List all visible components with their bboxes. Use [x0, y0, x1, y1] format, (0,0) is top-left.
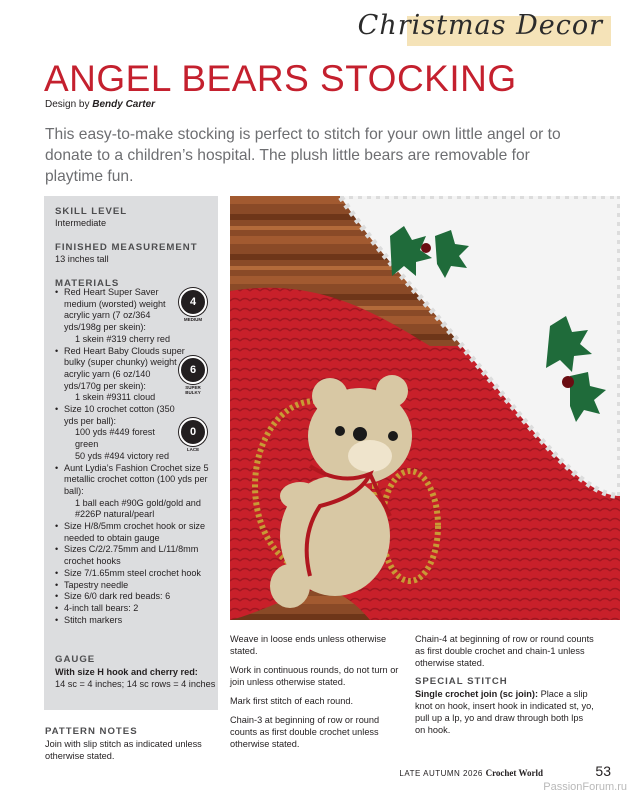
material-item: 100 yds #449 forest green [75, 427, 155, 450]
intro-paragraph: This easy-to-make stocking is perfect to stitch for your own little angel or to donate to a children’s hospital. The plush little bears are removable for playtime fun. [45, 126, 561, 185]
material-item: • Size 6/0 dark red beads: 6 [55, 591, 215, 603]
yarn-weight-lace-icon [179, 418, 207, 452]
pattern-notes-heading: PATTERN NOTES [45, 726, 138, 737]
instructions-column-2 [230, 633, 402, 757]
yarn-weight-number: 0 [179, 418, 207, 446]
finished-measurement-block [55, 242, 215, 266]
skill-level-value: Intermediate [55, 217, 107, 228]
article-title: ANGEL BEARS STOCKING [44, 58, 517, 99]
skill-level-block [55, 206, 215, 230]
material-item: 1 skein #319 cherry red [75, 333, 171, 344]
special-stitch-desc: Place a slip knot on hook, insert hook in indicated st, yo, pull up a lp, yo and draw through both lps on hook. [415, 689, 594, 735]
special-stitch-name: Single crochet join (sc join): [415, 689, 539, 699]
watermark: PassionForum.ru [543, 781, 627, 793]
pattern-note: Join with slip stitch as indicated unless otherwise stated. [45, 739, 202, 761]
yarn-weight-label: MEDIUM [183, 317, 203, 322]
yarn-weight-number: 6 [179, 356, 207, 384]
yarn-weight-number: 4 [179, 288, 207, 316]
skill-level-heading: SKILL LEVEL [55, 206, 128, 217]
material-item: • Sizes C/2/2.75mm and L/11/8mm crochet hooks [55, 544, 215, 567]
designer-name: Bendy Carter [92, 99, 156, 110]
material-item: • Size 7/1.65mm steel crochet hook [55, 568, 215, 580]
materials-sidebar [44, 196, 218, 710]
material-item: • Size H/8/5mm crochet hook or size needed to obtain gauge [55, 521, 215, 544]
material-item: 1 skein #9311 cloud [75, 392, 156, 403]
gauge-heading: GAUGE [55, 654, 96, 665]
stocking-photo-image [230, 196, 620, 620]
section-tag-label: Christmas Decor [357, 10, 603, 41]
materials-heading: MATERIALS [55, 278, 120, 289]
yarn-weight-medium-icon [179, 288, 207, 322]
stocking-photo [230, 196, 620, 620]
finished-measurement-heading: FINISHED MEASUREMENT [55, 242, 198, 253]
material-item: • Stitch markers [55, 615, 215, 627]
page-footer [399, 768, 543, 778]
material-item: • 4-inch tall bears: 2 [55, 603, 215, 615]
note-paragraph: Work in continuous rounds, do not turn or join unless otherwise stated. [230, 665, 399, 687]
special-stitch-text [415, 688, 595, 736]
note-paragraph: Mark first stitch of each round. [230, 696, 354, 706]
material-item: • Aunt Lydia’s Fashion Crochet size 5 metallic crochet cotton (100 yds per ball): [55, 463, 215, 498]
note-paragraph: Chain-4 at beginning of row or round counts as first double crochet and chain-1 unless otherwise stated. [415, 634, 594, 668]
page-number: 53 [595, 763, 611, 779]
issue-label: LATE AUTUMN 2026 [399, 769, 483, 778]
pattern-notes [45, 726, 225, 762]
material-item: • Size 10 crochet cotton (350 yds per ball): [55, 404, 215, 427]
gauge-block [55, 654, 220, 690]
special-stitch-heading: SPECIAL STITCH [415, 676, 508, 687]
material-item: 1 ball each #90G gold/gold and #226P natural/pearl [75, 497, 201, 520]
material-item: • Red Heart Baby Clouds super bulky (super chunky) weight acrylic yarn (6 oz/140 yds/170g per skein): [55, 346, 215, 393]
instructions-column-3 [415, 633, 595, 736]
byline [45, 99, 155, 110]
material-item: 50 yds #494 victory red [75, 450, 170, 461]
magazine-name: Crochet World [485, 768, 543, 778]
gauge-hook: With size H hook and cherry red: [55, 667, 198, 677]
material-item: • Red Heart Super Saver medium (worsted) weight acrylic yarn (7 oz/364 yds/198g per skein): [55, 287, 215, 334]
yarn-weight-super-bulky-icon [179, 356, 207, 395]
yarn-weight-label: LACE [186, 447, 200, 452]
gauge-value: 14 sc = 4 inches; 14 sc rows = 4 inches [55, 679, 216, 689]
note-paragraph: Chain-3 at beginning of row or round counts as first double crochet unless otherwise stated. [230, 715, 380, 749]
materials-list [55, 287, 215, 626]
section-tag [357, 10, 611, 46]
note-paragraph: Weave in loose ends unless otherwise stated. [230, 634, 387, 656]
byline-prefix: Design by [45, 99, 93, 110]
finished-measurement-value: 13 inches tall [55, 253, 109, 264]
material-item: • Tapestry needle [55, 580, 215, 592]
yarn-weight-label: SUPER BULKY [185, 385, 201, 395]
